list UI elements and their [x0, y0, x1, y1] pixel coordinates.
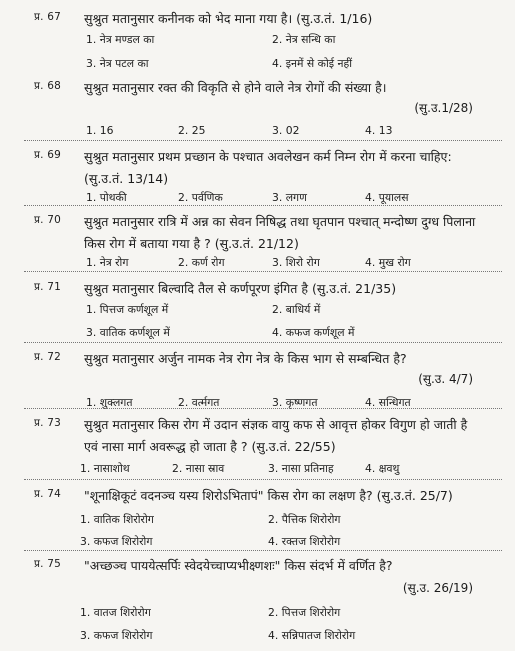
option-1: 1. पोथकी — [86, 191, 127, 204]
separator — [24, 271, 502, 272]
option-3: 3. नासा प्रतिनाह — [268, 462, 334, 475]
option-1: 1. पित्तज कर्णशूल में — [86, 303, 169, 316]
question-number: प्र. 70 — [34, 214, 62, 226]
separator — [24, 550, 502, 551]
option-2: 2. कर्ण रोग — [178, 256, 225, 269]
question-stem: सुश्रुत मतानुसार रक्त की विकृति से होने वाले नेत्र रोगों की संख्या है। — [84, 80, 387, 95]
option-4: 4. इनमें से कोई नहीं — [272, 57, 352, 70]
option-1: 1. नेत्र मण्डल का — [86, 33, 155, 46]
option-2: 2. नासा स्राव — [172, 462, 225, 475]
option-4: 4. रक्तज शिरोरोग — [268, 535, 341, 548]
option-1: 1. नासाशोथ — [80, 462, 130, 475]
question-stem: "शूनाक्षिकूटं वदनञ्च यस्य शिरोऽभितापं" किस रोग का लक्षण है? (सु.उ.तं. 25/7) — [84, 488, 453, 503]
question-number: प्र. 67 — [34, 11, 62, 23]
option-3: 3. लगण — [272, 191, 307, 204]
question-number: प्र. 69 — [34, 149, 62, 161]
separator — [24, 408, 502, 409]
option-3: 3. कृष्णगत — [272, 396, 318, 409]
option-1: 1. 16 — [86, 124, 114, 137]
question-stem: सुश्रुत मतानुसार कनीनक को भेद माना गया है। (सु.उ.तं. 1/16) — [84, 11, 373, 26]
option-1: 1. वातज शिरोरोग — [80, 606, 151, 619]
question-reference: (सु.उ.1/28) — [414, 101, 473, 115]
option-3: 3. कफज शिरोरोग — [80, 535, 153, 548]
option-4: 4. सन्निपातज शिरोरोग — [268, 629, 356, 642]
option-2: 2. बाधिर्य में — [272, 303, 321, 316]
option-4: 4. पूयालस — [365, 191, 409, 204]
option-2: 2. वर्त्मगत — [178, 396, 220, 409]
option-2: 2. पर्वणिक — [178, 191, 223, 204]
question-stem: सुश्रुत मतानुसार बिल्वादि तैल से कर्णपूरण इंगित है (सु.उ.तं. 21/35) — [84, 281, 397, 296]
question-stem: "अच्छञ्च पाययेत्सर्पिः स्वेदयेच्चाप्यभीक्ष्णशः" किस संदर्भ में वर्णित है? — [84, 558, 393, 573]
question-number: प्र. 68 — [34, 80, 62, 92]
option-2: 2. 25 — [178, 124, 206, 137]
question-stem: सुश्रुत मतानुसार अर्जुन नामक नेत्र रोग नेत्र के किस भाग से सम्बन्धित है? — [84, 351, 407, 366]
option-1: 1. वातिक शिरोरोग — [80, 513, 154, 526]
question-number: प्र. 71 — [34, 281, 62, 293]
question-number: प्र. 74 — [34, 488, 62, 500]
separator — [24, 479, 502, 480]
option-4: 4. 13 — [365, 124, 393, 137]
option-4: 4. क्षवथु — [365, 462, 400, 475]
option-4: 4. कफज कर्णशूल में — [272, 326, 355, 339]
question-stem: सुश्रुत मतानुसार रात्रि में अन्न का सेवन निषिद्ध तथा घृतपान पश्चात् मन्दोष्ण दुग्ध पिलाना किस रोग में बताया गया है ? (सु.उ.तं. 21/12) — [84, 214, 476, 251]
separator — [24, 342, 502, 343]
option-3: 3. शिरो रोग — [272, 256, 320, 269]
option-1: 1. नेत्र रोग — [86, 256, 129, 269]
separator — [24, 140, 502, 141]
option-3: 3. 02 — [272, 124, 300, 137]
question-stem: सुश्रुत मतानुसार किस रोग में उदान संज्ञक वायु कफ से आवृत्त होकर विगुण हो जाती है एवं नासा मार्ग अवरूद्ध हो जाता है ? (सु.उ.तं. 22/55) — [84, 417, 468, 454]
question-stem: सुश्रुत मतानुसार प्रथम प्रच्छान के पश्चात अवलेखन कर्म निम्न रोग में करना चाहिए: (सु.उ.तं. 13/14) — [84, 149, 452, 186]
question-number: प्र. 73 — [34, 417, 62, 429]
option-2: 2. नेत्र सन्धि का — [272, 33, 336, 46]
question-number: प्र. 72 — [34, 351, 62, 363]
option-1: 1. शुक्लगत — [86, 396, 133, 409]
separator — [24, 205, 502, 206]
question-number: प्र. 75 — [34, 558, 62, 570]
option-3: 3. वातिक कर्णशूल में — [86, 326, 170, 339]
option-2: 2. पित्तज शिरोरोग — [268, 606, 341, 619]
option-4: 4. मुख रोग — [365, 256, 411, 269]
option-3: 3. कफज शिरोरोग — [80, 629, 153, 642]
question-reference: (सु.उ. 4/7) — [418, 372, 473, 386]
question-reference: (सु.उ. 26/19) — [402, 581, 473, 595]
option-2: 2. पैत्तिक शिरोरोग — [268, 513, 341, 526]
option-4: 4. सन्धिगत — [365, 396, 411, 409]
option-3: 3. नेत्र पटल का — [86, 57, 149, 70]
